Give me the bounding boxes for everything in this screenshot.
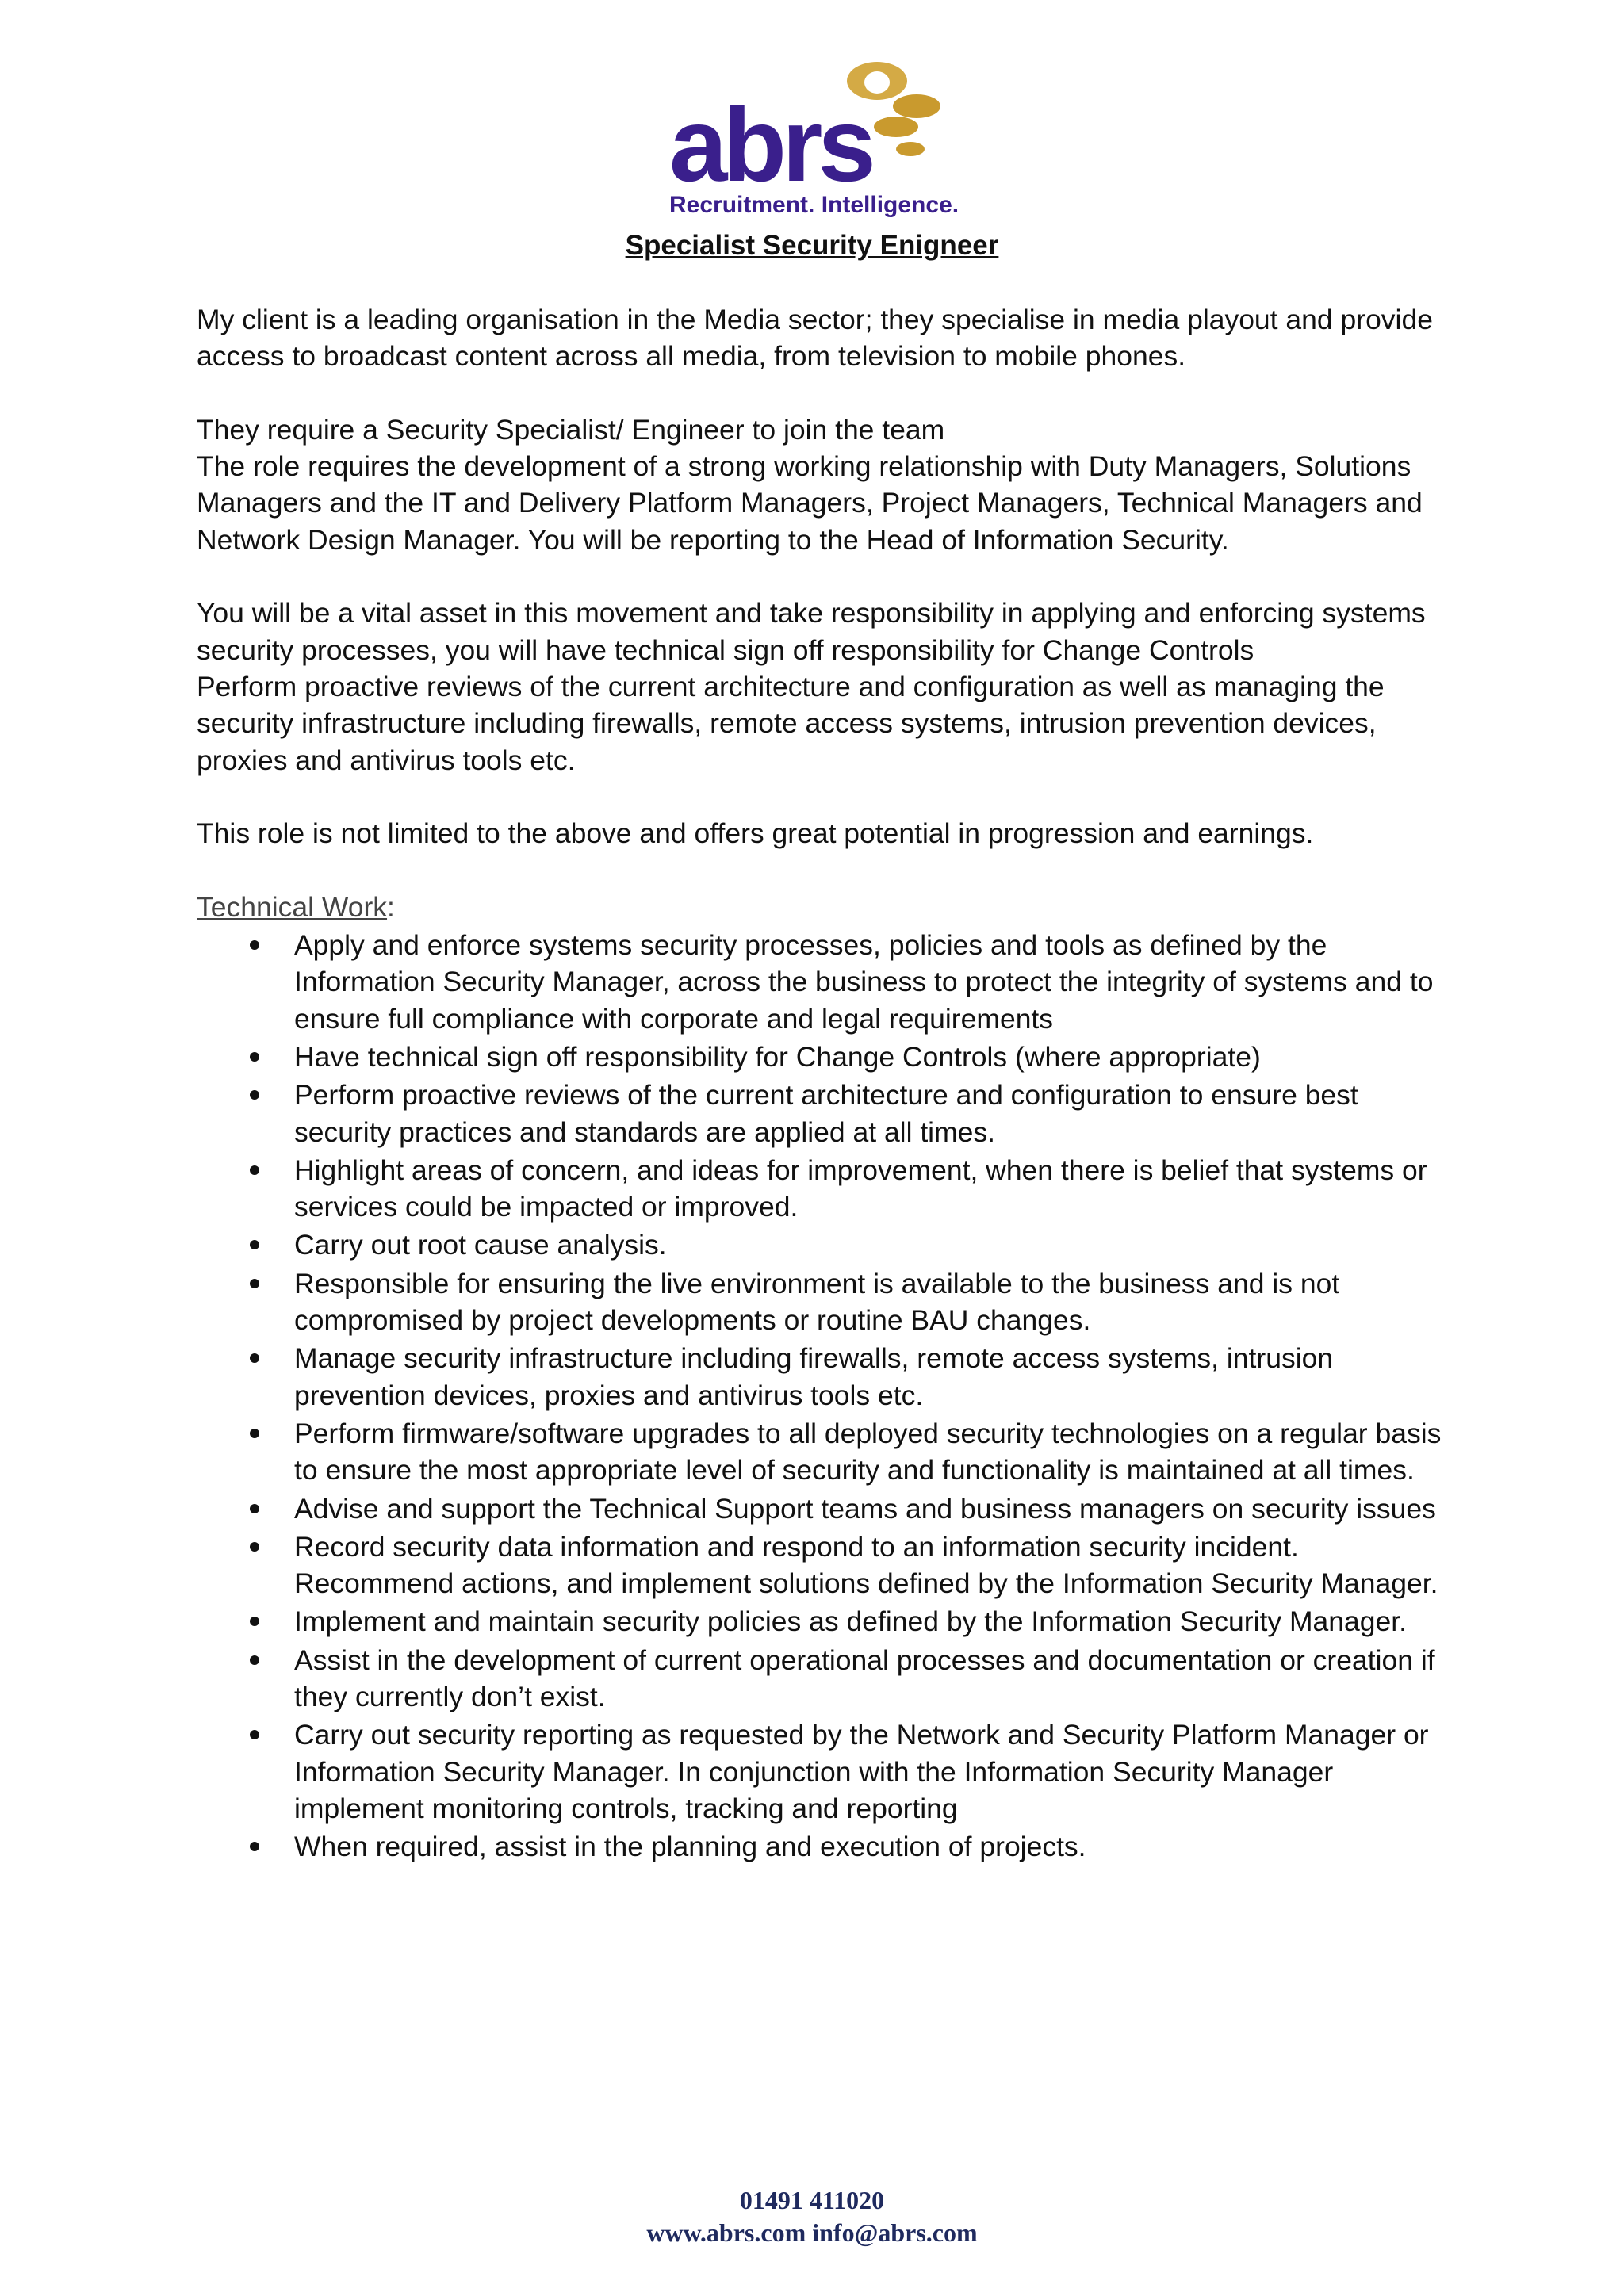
- list-item-line: ensure full compliance with corporate and legal requirements: [294, 1002, 1054, 1035]
- footer-contact: www.abrs.com info@abrs.com: [646, 2218, 978, 2247]
- list-item-line: services could be impacted or improved.: [294, 1191, 799, 1223]
- logo-tagline: Recruitment. Intelligence.: [669, 192, 959, 218]
- list-item: [197, 1226, 1450, 1263]
- text-line: They require a Security Specialist/ Engineer to join the team: [197, 413, 945, 446]
- bullet-icon: [250, 1617, 259, 1626]
- logo-bubble-lower: [874, 117, 918, 137]
- list-item-line: When required, assist in the planning and execution of projects.: [294, 1831, 1086, 1863]
- list-item-line: Information Security Manager. In conjunction with the Information Security Manager: [294, 1755, 1334, 1788]
- list-item: [197, 1490, 1450, 1527]
- list-item: [197, 1265, 1450, 1339]
- bullet-icon: [250, 1842, 259, 1851]
- list-item: [197, 1642, 1450, 1716]
- list-item: [197, 927, 1450, 1037]
- list-item-line: Record security data information and respond to an information security incident.: [294, 1530, 1299, 1563]
- bullet-icon: [250, 1052, 259, 1062]
- paragraph-responsibilities: [197, 595, 1450, 778]
- paragraph-role: [197, 411, 1450, 558]
- list-item: [197, 1077, 1450, 1150]
- bullet-icon: [250, 1090, 259, 1100]
- bullet-icon: [250, 1353, 259, 1363]
- text-line: Perform proactive reviews of the current architecture and configuration as well as managing the: [197, 670, 1385, 702]
- text-line: You will be a vital asset in this movement and take responsibility in applying and enforcing systems: [197, 597, 1426, 629]
- technical-work-heading-colon: :: [387, 890, 395, 923]
- list-item: [197, 1039, 1450, 1075]
- bullet-icon: [250, 1655, 259, 1665]
- list-item-line: Assist in the development of current operational processes and documentation or creation if: [294, 1644, 1435, 1676]
- bullet-icon: [250, 940, 259, 950]
- list-item-line: Have technical sign off responsibility for Change Controls (where appropriate): [294, 1040, 1261, 1073]
- text-line: The role requires the development of a strong working relationship with Duty Managers, Solutions: [197, 450, 1411, 483]
- list-item: [197, 1340, 1450, 1414]
- bullet-icon: [250, 1429, 259, 1438]
- text-line: access to broadcast content across all media, from television to mobile phones.: [197, 340, 1186, 373]
- text-line: My client is a leading organisation in the Media sector; they specialise in media playout and provide: [197, 304, 1433, 335]
- footer-phone: 01491 411020: [739, 2186, 885, 2214]
- technical-work-heading-text: Technical Work: [197, 890, 388, 923]
- text-line: Managers and the IT and Delivery Platform Managers, Project Managers, Technical Managers and: [197, 487, 1423, 519]
- list-item-line: Carry out security reporting as requested by the Network and Security Platform Manager or: [294, 1719, 1429, 1751]
- list-item-line: they currently don’t exist.: [294, 1680, 606, 1712]
- paragraph-intro: [197, 301, 1450, 375]
- list-item-line: Implement and maintain security policies as defined by the Information Security Manager.: [294, 1605, 1407, 1638]
- list-item-line: Advise and support the Technical Support teams and business managers on security issues: [294, 1492, 1436, 1525]
- list-item-line: prevention devices, proxies and antivirus tools etc.: [294, 1379, 924, 1411]
- list-item-line: Manage security infrastructure including firewalls, remote access systems, intrusion: [294, 1342, 1334, 1375]
- list-item: [197, 1716, 1450, 1827]
- list-item-line: Perform proactive reviews of the current architecture and configuration to ensure best: [294, 1079, 1358, 1112]
- logo-bubble-right: [893, 94, 940, 118]
- list-item: [197, 1828, 1450, 1865]
- text-line: Network Design Manager. You will be reporting to the Head of Information Security.: [197, 523, 1229, 556]
- abrs-logo-graphic: [658, 54, 967, 220]
- document-body: [197, 301, 1450, 1866]
- text-line: This role is not limited to the above and offers great potential in progression and earnings.: [197, 817, 1314, 850]
- text-line: security infrastructure including firewalls, remote access systems, intrusion prevention devices,: [197, 707, 1377, 740]
- list-item: [197, 1603, 1450, 1640]
- paragraph-progression: [197, 815, 1450, 851]
- text-line: proxies and antivirus tools etc.: [197, 744, 576, 776]
- list-item: [197, 1415, 1450, 1489]
- list-item-line: to ensure the most appropriate level of security and functionality is maintained at all times.: [294, 1454, 1415, 1487]
- bullet-icon: [250, 1504, 259, 1513]
- list-item-line: security practices and standards are applied at all times.: [294, 1115, 995, 1148]
- list-item-line: Perform firmware/software upgrades to all deployed security technologies on a regular basis: [294, 1417, 1442, 1449]
- bullet-icon: [250, 1240, 259, 1249]
- bullet-icon: [250, 1730, 259, 1739]
- list-item-line: compromised by project developments or routine BAU changes.: [294, 1304, 1091, 1337]
- footer: [0, 2184, 1624, 2249]
- list-item-line: Apply and enforce systems security processes, policies and tools as defined by the: [294, 929, 1327, 962]
- list-item: [197, 1529, 1450, 1602]
- logo-wordmark: abrs: [669, 86, 871, 203]
- technical-work-list: [197, 927, 1450, 1865]
- abrs-logo: [658, 54, 967, 220]
- bullet-icon: [250, 1279, 259, 1288]
- list-item: [197, 1152, 1450, 1226]
- logo-bubble-small: [896, 142, 925, 156]
- bullet-icon: [250, 1542, 259, 1552]
- list-item-line: Information Security Manager, across the business to protect the integrity of systems and to: [294, 966, 1434, 998]
- list-item-line: Highlight areas of concern, and ideas for improvement, when there is belief that systems or: [294, 1154, 1427, 1186]
- list-item-line: Responsible for ensuring the live environment is available to the business and is not: [294, 1267, 1340, 1299]
- list-item-line: Carry out root cause analysis.: [294, 1229, 667, 1261]
- list-item-line: Recommend actions, and implement solutions defined by the Information Security Manager.: [294, 1567, 1438, 1600]
- technical-work-heading: [197, 889, 1450, 925]
- bullet-icon: [250, 1165, 259, 1175]
- page-title: Specialist Security Enigneer: [625, 230, 999, 261]
- list-item-line: implement monitoring controls, tracking and reporting: [294, 1792, 958, 1824]
- text-line: security processes, you will have technical sign off responsibility for Change Controls: [197, 633, 1254, 666]
